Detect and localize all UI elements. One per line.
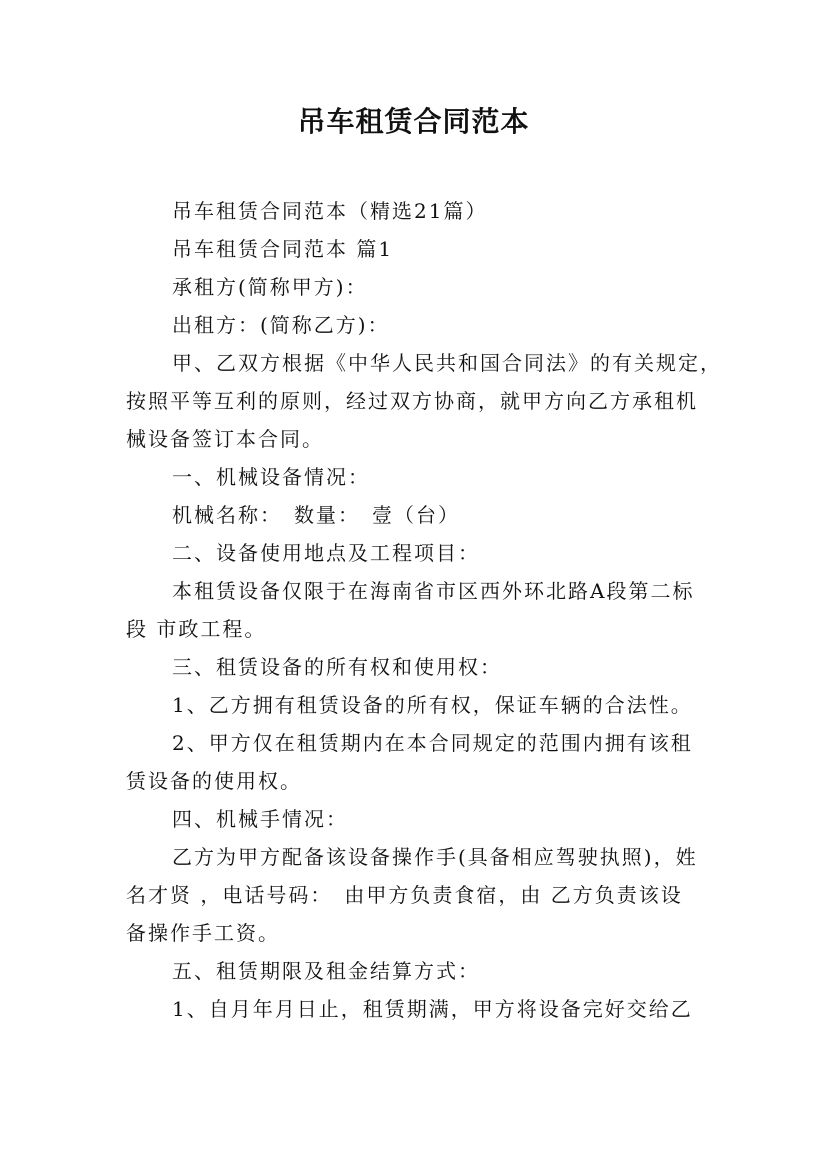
document-title: 吊车租赁合同范本 xyxy=(297,105,530,138)
paragraph-line: 段 市政工程。 xyxy=(126,617,267,641)
paragraph-line: 机械名称： 数量： 壹（台） xyxy=(172,503,460,527)
document-body xyxy=(126,192,722,1028)
paragraph-line: 赁设备的使用权。 xyxy=(126,769,302,793)
paragraph-line: 承租方(简称甲方)： xyxy=(172,275,368,299)
paragraph-line: 1、自月年月日止，租赁期满，甲方将设备完好交给乙 xyxy=(172,997,693,1021)
paragraph-line: 乙方为甲方配备该设备操作手(具备相应驾驶执照)，姓 xyxy=(172,845,698,869)
paragraph-line: 吊车租赁合同范本（精选21篇） xyxy=(172,199,488,223)
paragraph-line: 一、机械设备情况： xyxy=(172,465,370,489)
paragraph-line: 备操作手工资。 xyxy=(126,921,280,945)
paragraph-line: 本租赁设备仅限于在海南省市区西外环北路A段第二标 xyxy=(172,579,695,603)
paragraph-line: 1、乙方拥有租赁设备的所有权，保证车辆的合法性。 xyxy=(172,693,693,717)
paragraph-line: 四、机械手情况： xyxy=(172,807,348,831)
paragraph-line: 甲、乙双方根据《中华人民共和国合同法》的有关规定， xyxy=(172,351,722,375)
paragraph-line: 名才贤 ，电话号码： 由甲方负责食宿，由 乙方负责该设 xyxy=(126,883,683,907)
paragraph-line: 出租方：(简称乙方)： xyxy=(172,313,390,337)
paragraph-line: 按照平等互利的原则，经过双方协商，就甲方向乙方承租机 xyxy=(126,389,698,413)
paragraph-line: 械设备签订本合同。 xyxy=(126,427,324,451)
paragraph-line: 三、租赁设备的所有权和使用权： xyxy=(172,655,502,679)
paragraph-line: 二、设备使用地点及工程项目： xyxy=(172,541,480,565)
paragraph-line: 吊车租赁合同范本 篇1 xyxy=(172,237,394,261)
paragraph-line: 2、甲方仅在租赁期内在本合同规定的范围内拥有该租 xyxy=(172,731,693,755)
paragraph-line: 五、租赁期限及租金结算方式： xyxy=(172,959,480,983)
